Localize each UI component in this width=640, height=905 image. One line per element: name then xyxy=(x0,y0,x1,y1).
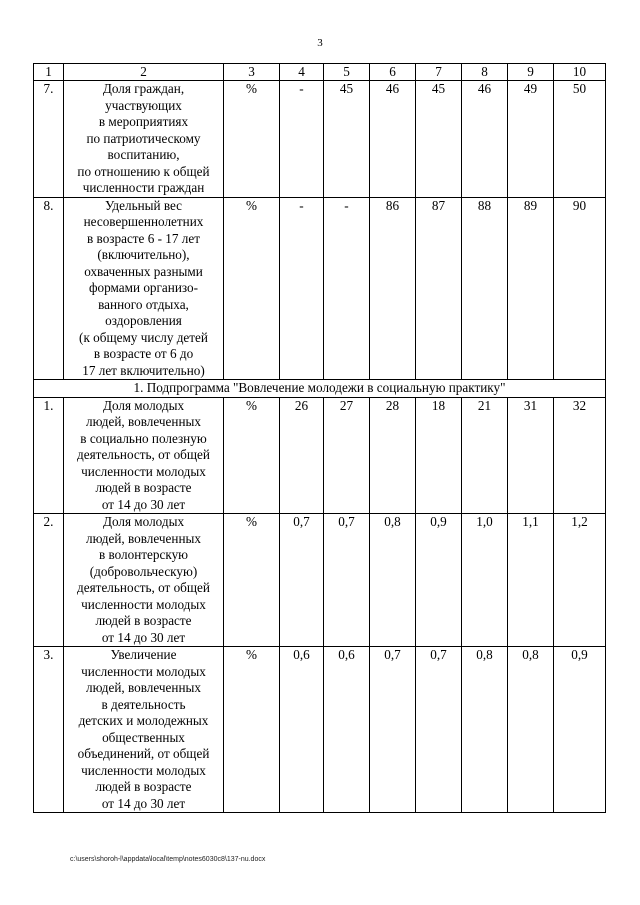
value-cell: 18 xyxy=(416,397,462,514)
table-row xyxy=(34,197,606,380)
col-header: 9 xyxy=(508,64,554,81)
value-cell: 0,8 xyxy=(370,514,416,647)
indicators-table xyxy=(33,63,606,813)
value-cell: 0,9 xyxy=(554,647,606,813)
col-header: 1 xyxy=(34,64,64,81)
col-header: 8 xyxy=(462,64,508,81)
value-cell: 46 xyxy=(462,81,508,198)
table-row xyxy=(34,81,606,198)
value-cell: 0,9 xyxy=(416,514,462,647)
value-cell: 32 xyxy=(554,397,606,514)
value-cell: 21 xyxy=(462,397,508,514)
col-header: 6 xyxy=(370,64,416,81)
unit-cell: % xyxy=(224,197,280,380)
value-cell: 1,0 xyxy=(462,514,508,647)
row-number: 3. xyxy=(34,647,64,813)
value-cell: 28 xyxy=(370,397,416,514)
col-header: 4 xyxy=(280,64,324,81)
value-cell: 50 xyxy=(554,81,606,198)
col-header: 2 xyxy=(64,64,224,81)
row-number: 7. xyxy=(34,81,64,198)
value-cell: 45 xyxy=(416,81,462,198)
value-cell: 0,7 xyxy=(280,514,324,647)
value-cell: - xyxy=(280,81,324,198)
table-row xyxy=(34,397,606,514)
unit-cell: % xyxy=(224,397,280,514)
page-number: 3 xyxy=(317,37,323,49)
col-header: 7 xyxy=(416,64,462,81)
value-cell: 46 xyxy=(370,81,416,198)
unit-cell: % xyxy=(224,514,280,647)
value-cell: 45 xyxy=(324,81,370,198)
value-cell: 31 xyxy=(508,397,554,514)
header-row xyxy=(34,64,606,81)
value-cell: 90 xyxy=(554,197,606,380)
value-cell: 1,1 xyxy=(508,514,554,647)
file-path-footer: c:\users\shoroh-l\appdata\local\temp\notes6030c8\137-nu.docx xyxy=(70,856,266,863)
unit-cell: % xyxy=(224,647,280,813)
value-cell: 87 xyxy=(416,197,462,380)
indicator-name: Увеличение численности молодых людей, вовлеченных в деятельность детских и молодежных общественных объединений, от общей численности молодых людей в возрасте от 14 до 30 лет xyxy=(64,647,224,813)
unit-cell: % xyxy=(224,81,280,198)
value-cell: 0,6 xyxy=(280,647,324,813)
row-number: 8. xyxy=(34,197,64,380)
value-cell: 49 xyxy=(508,81,554,198)
col-header: 10 xyxy=(554,64,606,81)
value-cell: - xyxy=(324,197,370,380)
value-cell: 0,8 xyxy=(462,647,508,813)
value-cell: 0,7 xyxy=(324,514,370,647)
col-header: 5 xyxy=(324,64,370,81)
value-cell: 0,6 xyxy=(324,647,370,813)
indicator-name: Доля граждан, участвующих в мероприятиях по патриотическому воспитанию, по отношению к общей численности граждан xyxy=(64,81,224,198)
value-cell: - xyxy=(280,197,324,380)
indicator-name: Доля молодых людей, вовлеченных в волонтерскую (добровольческую) деятельность, от общей численности молодых людей в возрасте от 14 до 30 лет xyxy=(64,514,224,647)
value-cell: 26 xyxy=(280,397,324,514)
indicator-name: Доля молодых людей, вовлеченных в социально полезную деятельность, от общей численности молодых людей в возрасте от 14 до 30 лет xyxy=(64,397,224,514)
subprogram-row xyxy=(34,380,606,398)
value-cell: 88 xyxy=(462,197,508,380)
col-header: 3 xyxy=(224,64,280,81)
table-row xyxy=(34,514,606,647)
value-cell: 0,8 xyxy=(508,647,554,813)
table-body xyxy=(34,64,606,813)
row-number: 2. xyxy=(34,514,64,647)
row-number: 1. xyxy=(34,397,64,514)
table-row xyxy=(34,647,606,813)
indicator-name: Удельный вес несовершеннолетних в возрасте 6 - 17 лет (включительно), охваченных разными формами организо- ванного отдыха, оздоровления (к общему числу детей в возрасте от 6 до 17 лет включительно) xyxy=(64,197,224,380)
value-cell: 0,7 xyxy=(416,647,462,813)
value-cell: 89 xyxy=(508,197,554,380)
value-cell: 1,2 xyxy=(554,514,606,647)
subprogram-title: 1. Подпрограмма "Вовлечение молодежи в социальную практику" xyxy=(34,380,606,398)
value-cell: 0,7 xyxy=(370,647,416,813)
value-cell: 86 xyxy=(370,197,416,380)
value-cell: 27 xyxy=(324,397,370,514)
